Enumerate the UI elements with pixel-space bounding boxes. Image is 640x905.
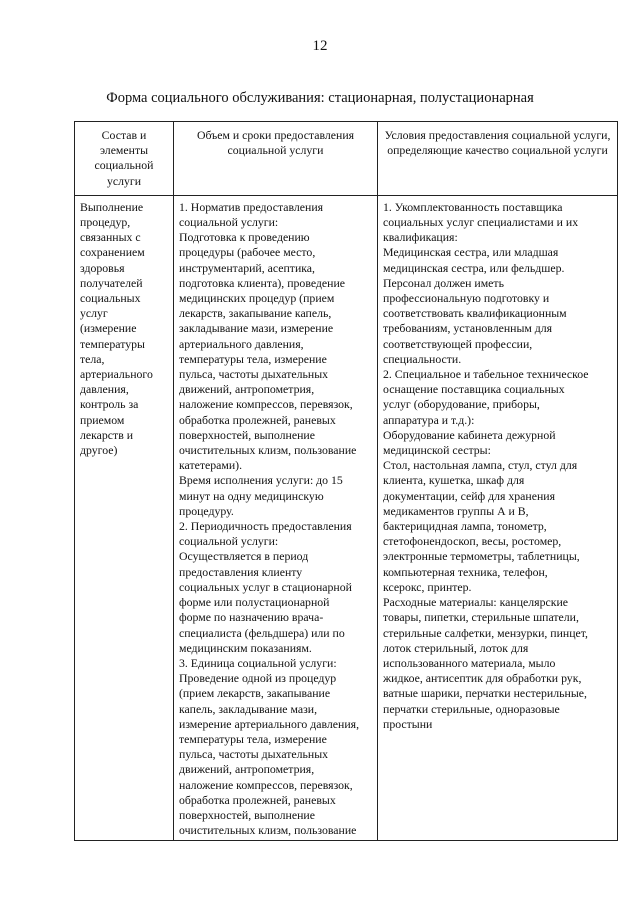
cell-text-line: сохранением [80, 245, 145, 260]
cell-text-line: получателей [80, 275, 143, 290]
cell-text-line: процедуру. [179, 503, 234, 518]
cell-text-line: обработка пролежней, раневых [179, 792, 336, 807]
cell-text-line: артериального [80, 367, 153, 382]
cell-text-line: закладывание мази, измерение [179, 321, 334, 336]
cell-text-line: услуг (оборудование, приборы, [383, 397, 540, 412]
cell-volume-terms [174, 195, 378, 840]
cell-text-line: Выполнение [80, 199, 144, 214]
header-volume-terms: Объем и сроки предоставления социальной услуги [174, 122, 378, 196]
cell-text-line: тела, [80, 351, 105, 366]
cell-text-line: перчатки стерильные, одноразовые [383, 701, 560, 716]
cell-text-line: артериального давления, [179, 336, 304, 351]
header-composition: Состав и элементы социальной услуги [75, 122, 174, 196]
cell-text-line: Оборудование кабинета дежурной [383, 427, 556, 442]
cell-text-line: Осуществляется в период [179, 549, 309, 564]
service-table [74, 121, 618, 841]
cell-text-line: давления, [80, 382, 129, 397]
cell-text-line: 3. Единица социальной услуги: [179, 655, 337, 670]
cell-text-line: лекарств и [80, 427, 134, 442]
cell-text-line: квалификация: [383, 230, 458, 245]
cell-text-line: стерильные салфетки, мензурки, пинцет, [383, 625, 588, 640]
cell-text-line: катетерами). [179, 458, 243, 473]
cell-text-line: очистительных клизм, пользование [179, 823, 357, 838]
cell-text-line: аппаратура и т.д.): [383, 412, 475, 427]
cell-text-line: другое) [80, 443, 118, 458]
cell-text-line: социальной услуги: [179, 215, 279, 230]
cell-text-line: форме или полустационарной [179, 595, 330, 610]
cell-text-line: клиента, кушетка, шкаф для [383, 473, 525, 488]
cell-text-line: медицинским показаниям. [179, 640, 312, 655]
cell-text-line: предоставления клиенту [179, 564, 303, 579]
cell-text-line: компьютерная техника, телефон, [383, 564, 548, 579]
cell-text-line: пульса, частоты дыхательных [179, 747, 329, 762]
cell-composition [75, 195, 174, 840]
table-header-row [75, 122, 618, 196]
cell-text-line: капель, закладывание мази, [179, 701, 318, 716]
cell-text-line: (измерение [80, 321, 137, 336]
cell-text-line: температуры тела, измерение [179, 731, 327, 746]
page-number: 12 [312, 38, 328, 54]
cell-text-line: подготовка клиента), проведение [179, 275, 346, 290]
cell-text-line: поверхностей, выполнение [179, 807, 315, 822]
cell-text-line: специалиста (фельдшера) или по [179, 625, 345, 640]
cell-text-line: товары, пипетки, стерильные шпатели, [383, 610, 579, 625]
cell-text-line: (прием лекарств, закапывание [179, 686, 331, 701]
cell-text-line: соответствующей профессии, [383, 336, 533, 351]
cell-text-line: контроль за [80, 397, 139, 412]
cell-text-line: приемом [80, 412, 125, 427]
cell-text-line: форме по назначению врача- [179, 610, 324, 625]
cell-text-line: социальных [80, 291, 141, 306]
cell-text-line: медикаментов группы А и В, [383, 503, 529, 518]
cell-text-line: Проведение одной из процедур [179, 671, 337, 686]
cell-text-line: наложение компрессов, перевязок, [179, 397, 353, 412]
cell-text-line: Медицинская сестра, или младшая [383, 245, 559, 260]
cell-text-line: Персонал должен иметь [383, 275, 504, 290]
cell-text-line: бактерицидная лампа, тонометр, [383, 519, 547, 534]
cell-text-line: пульса, частоты дыхательных [179, 367, 329, 382]
cell-text-line: поверхностей, выполнение [179, 427, 315, 442]
cell-text-line: связанных с [80, 230, 141, 245]
cell-text-line: 1. Укомплектованность поставщика [383, 199, 563, 214]
cell-text-line: здоровья [80, 260, 125, 275]
cell-text-line: минут на одну медицинскую [179, 488, 324, 503]
cell-text-line: соответствовать квалификационным [383, 306, 567, 321]
cell-text-line: медицинских процедур (прием [179, 291, 335, 306]
cell-text-line: услуг [80, 306, 108, 321]
cell-text-line: Время исполнения услуги: до 15 [179, 473, 343, 488]
cell-text-line: оснащение поставщика социальных [383, 382, 565, 397]
cell-text-line: движений, антропометрия, [179, 382, 315, 397]
cell-text-line: Подготовка к проведению [179, 230, 310, 245]
form-title: Форма социального обслуживания: стационарная, полустационарная [106, 90, 534, 106]
cell-text-line: социальных услуг специалистами и их [383, 215, 579, 230]
cell-text-line: ватные шарики, перчатки нестерильные, [383, 686, 587, 701]
cell-text-line: требованиям, установленным для [383, 321, 553, 336]
cell-text-line: лекарств, закапывание капель, [179, 306, 332, 321]
cell-text-line: электронные термометры, таблетницы, [383, 549, 580, 564]
cell-text-line: инструментарий, асептика, [179, 260, 315, 275]
cell-text-line: Расходные материалы: канцелярские [383, 595, 568, 610]
cell-text-line: температуры [80, 336, 145, 351]
cell-text-line: ксерокс, принтер. [383, 579, 472, 594]
cell-text-line: обработка пролежней, раневых [179, 412, 336, 427]
cell-text-line: наложение компрессов, перевязок, [179, 777, 353, 792]
cell-text-line: социальной услуги: [179, 534, 279, 549]
cell-text-line: 1. Норматив предоставления [179, 199, 324, 214]
cell-text-line: медицинской сестры: [383, 443, 491, 458]
cell-conditions [378, 195, 618, 840]
cell-text-line: процедур, [80, 215, 131, 230]
header-conditions: Условия предоставления социальной услуги, определяющие качество социальной услуги [378, 122, 618, 196]
cell-text-line: профессиональную подготовку и [383, 291, 550, 306]
cell-text-line: жидкое, антисептик для обработки рук, [383, 671, 582, 686]
cell-text-line: очистительных клизм, пользование [179, 443, 357, 458]
cell-text-line: процедуры (рабочее место, [179, 245, 316, 260]
cell-text-line: медицинская сестра, или фельдшер. [383, 260, 565, 275]
cell-text-line: использованного материала, мыло [383, 655, 556, 670]
cell-text-line: 2. Специальное и табельное техническое [383, 367, 589, 382]
cell-text-line: специальности. [383, 351, 462, 366]
cell-text-line: 2. Периодичность предоставления [179, 519, 352, 534]
cell-text-line: температуры тела, измерение [179, 351, 327, 366]
cell-text-line: стетофонендоскоп, весы, ростомер, [383, 534, 562, 549]
cell-text-line: лоток стерильный, лоток для [383, 640, 529, 655]
cell-text-line: измерение артериального давления, [179, 716, 360, 731]
table-row [75, 195, 618, 840]
cell-text-line: социальных услуг в стационарной [179, 579, 352, 594]
cell-text-line: документации, сейф для хранения [383, 488, 556, 503]
cell-text-line: движений, антропометрия, [179, 762, 315, 777]
cell-text-line: Стол, настольная лампа, стул, стул для [383, 458, 578, 473]
cell-text-line: простыни [383, 716, 433, 731]
